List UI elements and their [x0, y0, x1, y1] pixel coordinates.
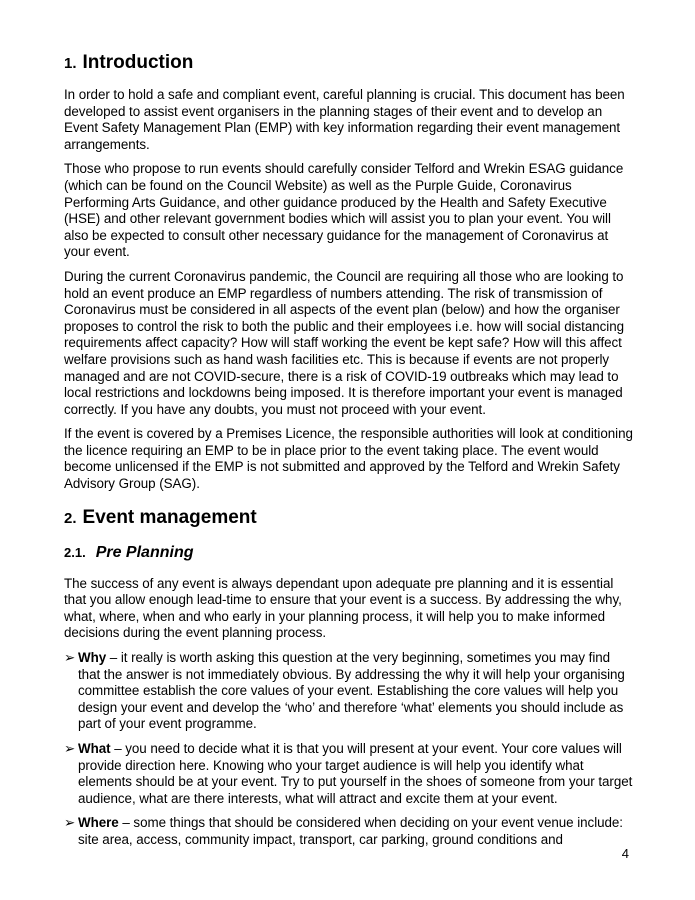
intro-paragraph-3: During the current Coronavirus pandemic, the Council are requiring all those who are looking to hold an event produce an EMP regardless of numbers attending. The risk of transmission of Coronavirus must be considered in all aspects of the event plan (below) and how the organiser proposes to control the risk to both the public and their employees i.e. how will social distancing requirements affect capacity? How will staff working the event be kept safe? How will this affect welfare provisions such as hand wash facilities etc. This is because if events are not properly managed and are not COVID-secure, there is a risk of COVID-19 outbreaks which may lead to local restrictions and lockdowns being imposed. It is therefore important your event is managed correctly. If you have any doubts, you must not proceed with your event. [64, 268, 624, 417]
document-page [64, 48, 634, 849]
list-item-where [64, 815, 634, 848]
section-2-1-heading [64, 542, 634, 564]
section-2-1-title: Pre Planning [95, 543, 194, 561]
section-2-title: Event management [82, 506, 257, 528]
intro-paragraph-2: Those who propose to run events should carefully consider Telford and Wrekin ESAG guidance (which can be found on the Council Website) as well as the Purple Guide, Coronavirus Performing Arts Guidance, and other guidance produced by the Health and Safety Executive (HSE) and other relevant government bodies which will assist you to plan your event. You will also be expected to consult other necessary guidance for the management of Coronavirus at your event. [64, 161, 624, 260]
page-number: 4 [621, 846, 629, 861]
pre-planning-intro: The success of any event is always dependant upon adequate pre planning and it is essential that you allow enough lead-time to ensure that your event is a success. By addressing the why, what, where, when and who early in your planning process, it will help you to make informed decisions during the event planning process. [64, 575, 622, 641]
list-item-term: Where [78, 815, 119, 831]
intro-paragraph-4: If the event is covered by a Premises Licence, the responsible authorities will look at conditioning the licence requiring an EMP to be in place prior to the event taking place. The event would become unlicensed if the EMP is not submitted and approved by the Telford and Wrekin Safety Advisory Group (SAG). [64, 426, 633, 492]
list-item-text: – you need to decide what it is that you will present at your event. Your core values will provide direction here. Knowing who your target audience is will help you identify what elements should be at your event. Try to put yourself in the shoes of someone from your target audience, what are there interests, what will attract and excite them at your event. [78, 741, 633, 806]
intro-paragraph-1: In order to hold a safe and compliant event, careful planning is crucial. This document has been developed to assist event organisers in the planning stages of their event and to develop an Event Safety Management Plan (EMP) with key information regarding their event management arrangements. [64, 87, 625, 152]
section-2-1-number: 2.1. [64, 544, 86, 560]
list-item-why [64, 650, 634, 733]
arrow-bullet-icon: ➢ [64, 650, 76, 666]
section-2-number: 2. [64, 509, 77, 527]
list-item-text: – some things that should be considered when deciding on your event venue include: site area, access, community impact, transport, car parking, ground conditions and [78, 815, 623, 847]
list-item-what [64, 741, 634, 807]
arrow-bullet-icon: ➢ [64, 815, 76, 831]
list-item-term: What [78, 741, 111, 756]
section-1-number: 1. [64, 55, 77, 72]
section-2-heading [64, 505, 634, 532]
section-1-title: Introduction [82, 52, 194, 73]
section-1-heading [64, 50, 634, 77]
list-item-text: – it really is worth asking this question at the very beginning, sometimes you may find that the answer is not immediately obvious. By addressing the why it will help your organising committee establish the core values of your event. Establishing the core values will help you design your event and develop the ‘who’ and therefore ‘what’ elements you should include as part of your event programme. [78, 650, 625, 732]
list-item-term: Why [78, 650, 107, 666]
planning-questions-list [64, 650, 634, 849]
arrow-bullet-icon: ➢ [64, 741, 76, 756]
